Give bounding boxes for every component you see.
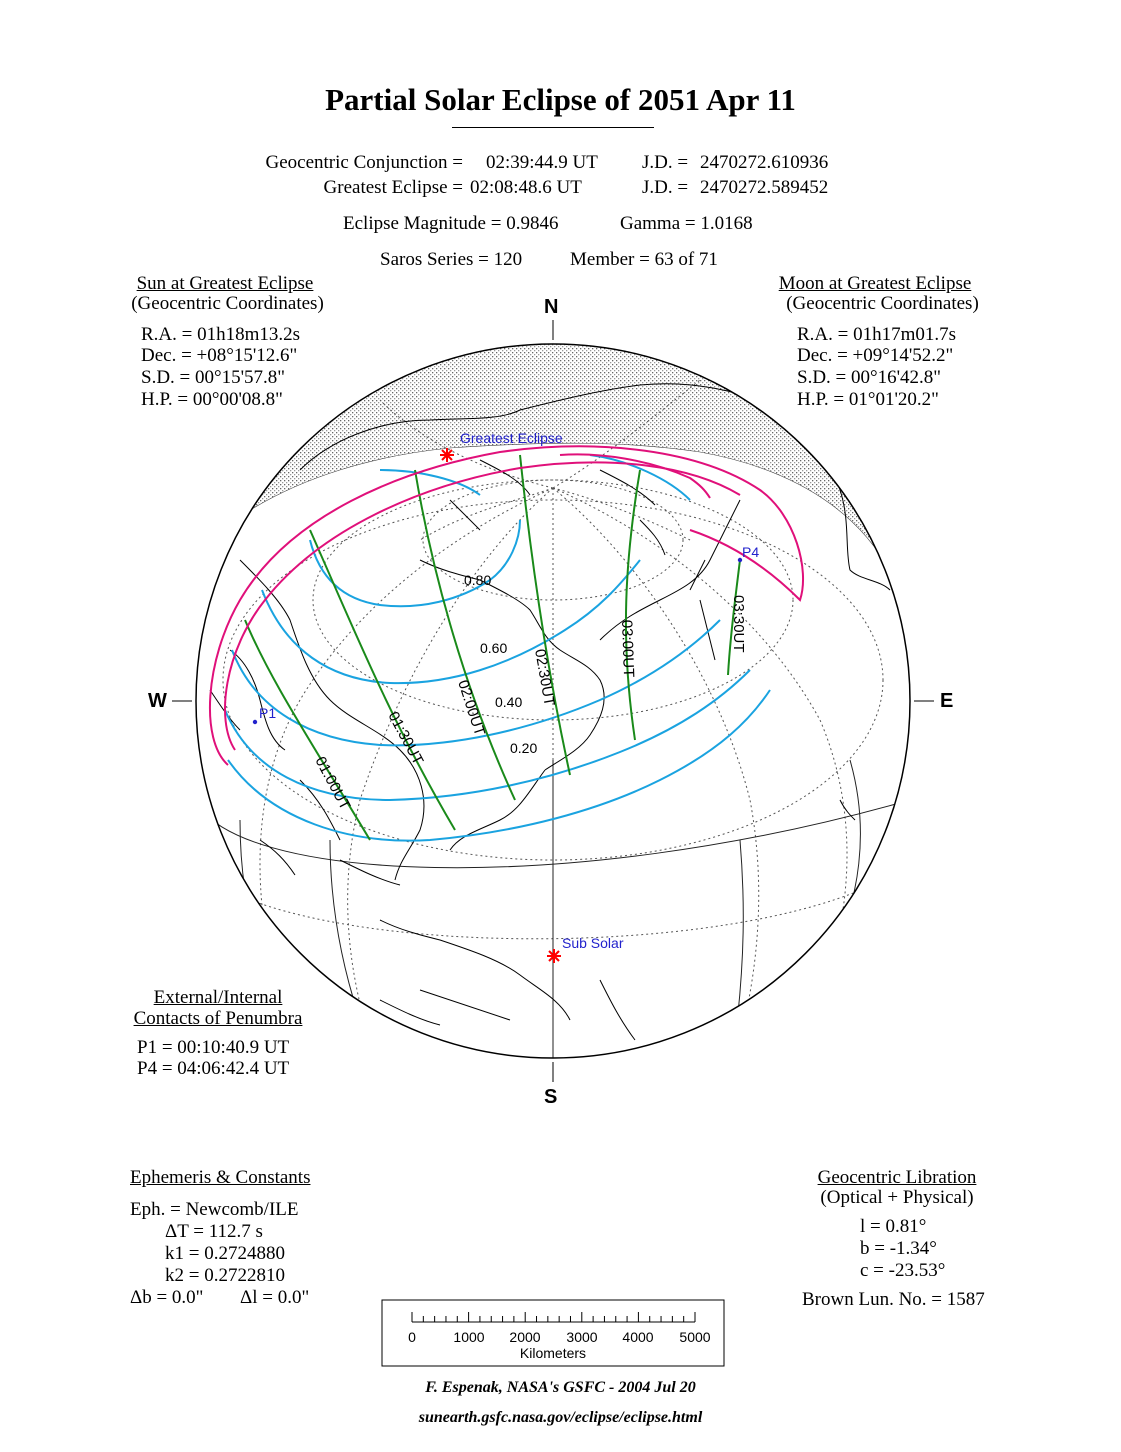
moon-ra: R.A. = 01h17m01.7s: [797, 324, 957, 345]
compass-west: W: [148, 690, 167, 712]
greatest-eclipse-label: Greatest Eclipse: [460, 430, 563, 446]
eclipse-magnitude: Eclipse Magnitude = 0.9846: [343, 213, 559, 234]
contact-p1: P1 = 00:10:40.9 UT: [137, 1037, 290, 1058]
conjunction-label: Geocentric Conjunction =: [265, 152, 463, 173]
moon-dec: Dec. = +09°14'52.2": [797, 345, 954, 366]
ephemeris-eph: Eph. = Newcomb/ILE: [130, 1199, 299, 1220]
sun-ra: R.A. = 01h18m13.2s: [141, 324, 301, 345]
ephemeris-k1: k1 = 0.2724880: [165, 1243, 285, 1264]
time-label-03-00: 03:00UT: [618, 619, 638, 678]
contact-p4: P4 = 04:06:42.4 UT: [137, 1058, 290, 1079]
ephemeris-k2: k2 = 0.2722810: [165, 1265, 285, 1286]
gamma: Gamma = 1.0168: [620, 213, 753, 234]
ephemeris-delta-b: Δb = 0.0": [130, 1287, 204, 1308]
page-title: Partial Solar Eclipse of 2051 Apr 11: [325, 82, 796, 117]
time-label-02-00: 02:00UT: [454, 677, 489, 738]
libration-l: l = 0.81°: [860, 1216, 927, 1237]
sub-solar-label: Sub Solar: [562, 935, 624, 951]
moon-heading: Moon at Greatest Eclipse: [778, 273, 972, 294]
magnitude-label-0.40: 0.40: [495, 694, 523, 710]
contacts-heading-2: Contacts of Penumbra: [133, 1008, 303, 1029]
scale-tick-2000: 2000: [509, 1329, 541, 1345]
libration-c: c = -23.53°: [860, 1260, 946, 1281]
scale-tick-0: 0: [408, 1329, 416, 1345]
ephemeris-heading: Ephemeris & Constants: [130, 1167, 311, 1188]
time-label-01-30: 01:30UT: [384, 708, 427, 768]
greatest-eclipse-jd-label: J.D. =: [642, 177, 689, 198]
greatest-eclipse-marker: [440, 448, 454, 462]
p1-label: P1: [259, 705, 277, 721]
credit-author: F. Espenak, NASA's GSFC - 2004 Jul 20: [425, 1379, 696, 1396]
compass-east: E: [940, 690, 954, 712]
moon-subheading: (Geocentric Coordinates): [786, 293, 979, 314]
greatest-eclipse-time: 02:08:48.6 UT: [470, 177, 582, 198]
conjunction-jd: 2470272.610936: [700, 152, 829, 173]
greatest-eclipse-jd: 2470272.589452: [700, 177, 829, 198]
conjunction-time: 02:39:44.9 UT: [486, 152, 598, 173]
magnitude-label-0.60: 0.60: [480, 640, 508, 656]
scale-tick-4000: 4000: [622, 1329, 654, 1345]
sun-dec: Dec. = +08°15'12.6": [141, 345, 298, 366]
p1-point: [253, 720, 257, 724]
sun-heading: Sun at Greatest Eclipse: [136, 273, 314, 294]
brown-lunation: Brown Lun. No. = 1587: [802, 1289, 985, 1310]
moon-sd: S.D. = 00°16'42.8": [797, 367, 942, 388]
conjunction-jd-label: J.D. =: [642, 152, 689, 173]
time-label-02-30: 02:30UT: [531, 647, 558, 708]
ephemeris-delta-t: ΔT = 112.7 s: [165, 1221, 263, 1242]
magnitude-label-0.80: 0.80: [464, 572, 492, 588]
compass-south: S: [544, 1086, 558, 1108]
credit-url: sunearth.gsfc.nasa.gov/eclipse/eclipse.html: [418, 1409, 703, 1426]
saros-series: Saros Series = 120: [380, 249, 523, 270]
moon-hp: H.P. = 01°01'20.2": [797, 389, 939, 410]
sun-subheading: (Geocentric Coordinates): [131, 293, 324, 314]
scale-tick-1000: 1000: [453, 1329, 485, 1345]
time-label-03-30: 03:30UT: [730, 595, 747, 653]
scale-bar: [382, 1300, 724, 1366]
greatest-eclipse-label: Greatest Eclipse =: [323, 177, 463, 198]
sub-solar-marker: [547, 949, 561, 963]
saros-member: Member = 63 of 71: [570, 249, 718, 270]
scale-unit: Kilometers: [519, 1345, 587, 1361]
libration-b: b = -1.34°: [860, 1238, 937, 1259]
libration-subheading: (Optical + Physical): [820, 1187, 974, 1208]
ephemeris-delta-l: Δl = 0.0": [240, 1287, 310, 1308]
magnitude-label-0.20: 0.20: [510, 740, 538, 756]
contacts-heading-1: External/Internal: [153, 987, 283, 1008]
libration-heading: Geocentric Libration: [817, 1167, 977, 1188]
sun-sd: S.D. = 00°15'57.8": [141, 367, 286, 388]
compass-north: N: [544, 296, 559, 318]
p4-label: P4: [742, 544, 760, 560]
time-label-01-00: 01:00UT: [311, 753, 354, 813]
scale-tick-3000: 3000: [566, 1329, 598, 1345]
scale-tick-5000: 5000: [679, 1329, 711, 1345]
sun-hp: H.P. = 00°00'08.8": [141, 389, 283, 410]
